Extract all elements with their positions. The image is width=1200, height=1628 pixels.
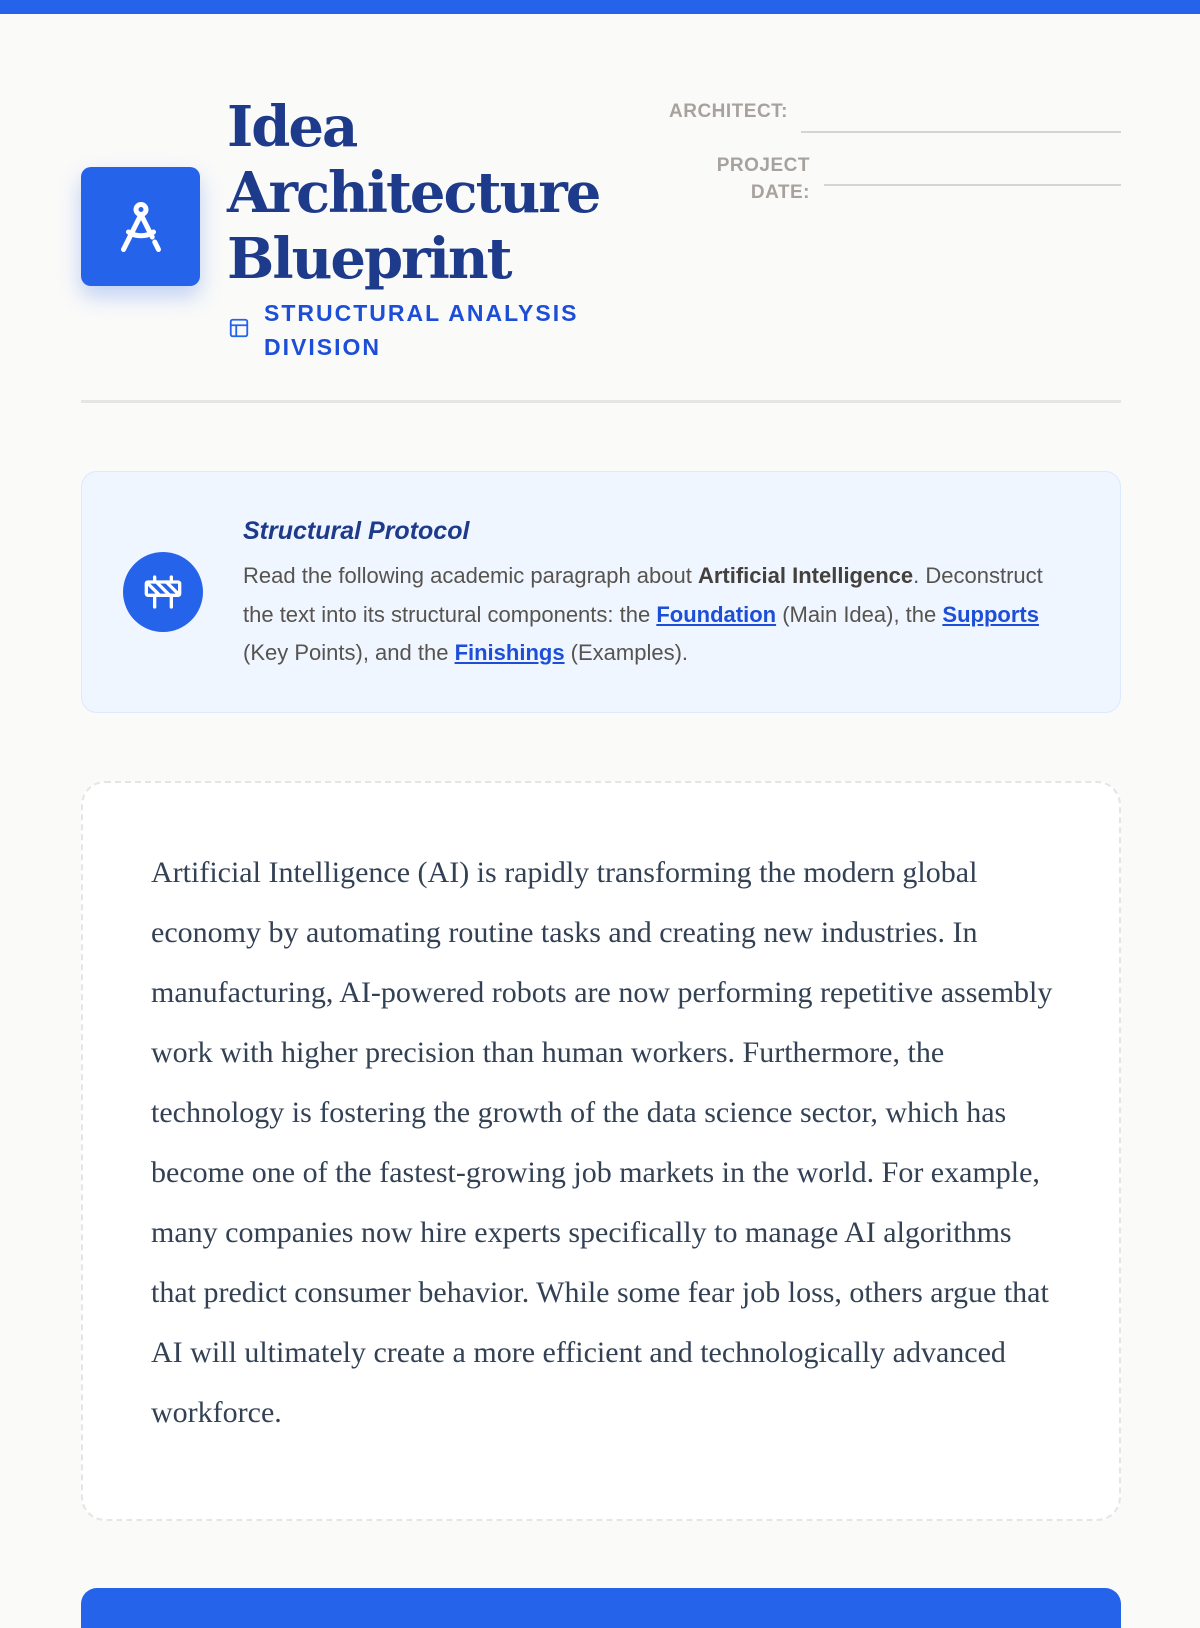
header-divider: [81, 400, 1121, 403]
protocol-title: Structural Protocol: [243, 517, 470, 545]
reading-passage: Artificial Intelligence (AI) is rapidly transforming the modern global economy by automating routine tasks and creating new industries. In manufacturing, AI-powered robots are now performing repetitive assembly work with higher precision than human workers. Furthermore, the technology is fostering the growth of the data science sector, which has become one of the fastest-growing job markets in the world. For example, many companies now hire experts specifically to manage AI algorithms that predict consumer behavior. While some fear job loss, others argue that AI will ultimately create a more efficient and technologically advanced workforce.: [151, 856, 1053, 1429]
layout-panel-icon: [228, 317, 250, 339]
project-date-field[interactable]: [824, 184, 1121, 186]
finishings-term: Finishings: [454, 640, 565, 665]
supports-term: Supports: [942, 601, 1039, 627]
construction-barrier-icon: [143, 572, 183, 612]
logo-tile: [81, 167, 200, 286]
next-section-bar: [81, 1588, 1121, 1628]
passage-box: [81, 781, 1121, 1521]
topic-term: Artificial Intelligence: [697, 563, 914, 588]
protocol-panel: [81, 471, 1121, 713]
architect-label: ARCHITECT:: [669, 101, 788, 122]
top-accent-bar: [0, 0, 1200, 14]
foundation-term: Foundation: [656, 601, 777, 627]
page-title: Idea Architecture Blueprint: [227, 94, 600, 292]
division-label: STRUCTURAL ANALYSIS DIVISION: [264, 300, 579, 360]
architect-field[interactable]: [801, 131, 1121, 133]
protocol-icon-badge: [123, 552, 203, 632]
drafting-compass-icon: [111, 197, 171, 257]
project-date-label: PROJECT DATE:: [716, 155, 810, 203]
protocol-instructions: Read the following academic paragraph about Artificial Intelligence. Deconstruct the text into its structural components: the Foundation (Main Idea), the Supports (Key Points), and the Finishings (Examples).: [243, 563, 1043, 665]
